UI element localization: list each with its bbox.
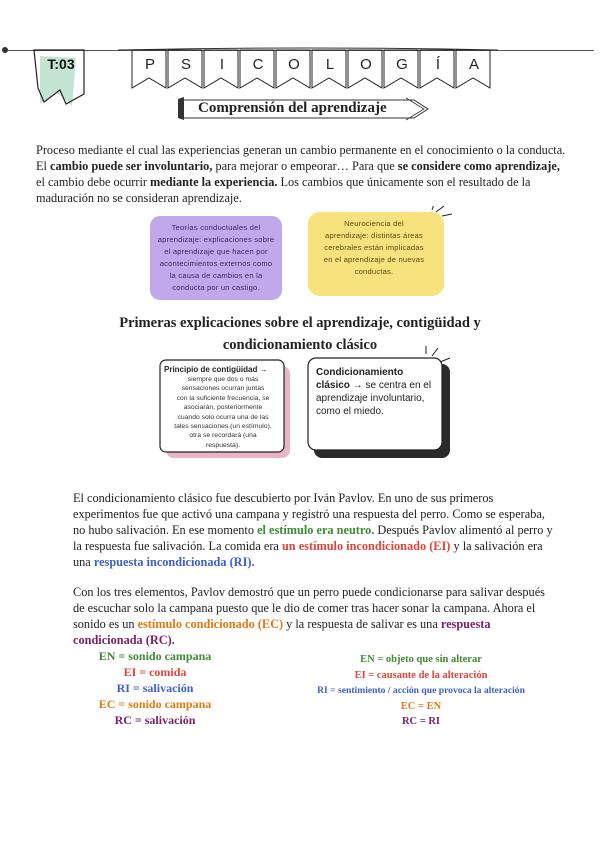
intro-paragraph xyxy=(36,142,566,206)
title-letter: O xyxy=(288,56,300,73)
tag-banner-icon xyxy=(26,44,96,110)
intro-text: El xyxy=(36,159,51,173)
pavlov-paragraph-2: Con los tres elementos, Pavlov demostró que un perro puede condicionarse para salivar después de escuchar solo la campana puesto que le dio de comer tras hacer sonar la campana. Ahora el sonido es un estímulo condicionado (EC) y la respuesta de salivar es una respuesta condicionada (RC). xyxy=(73,585,545,647)
classical-conditioning-box: Condicionamiento clásico → se centra en el aprendizaje involuntario, como el miedo. xyxy=(316,367,432,417)
title-letter: O xyxy=(360,56,372,73)
pavlov-paragraph-1: El condicionamiento clásico fue descubierto por Iván Pavlov. En uno de sus primeros experimentos fue que activó una campana y registró una respuesta del perro. Como se esperaba, no hubo salivación. En ese momento el estímulo era neutro. Después Pavlov alimentó al perro y la respuesta fue salivación. La comida era un estímulo incondicionado (EI) y la salivación era una respuesta incondicionada (RI). xyxy=(73,491,553,569)
conditioned-stimulus: estímulo condicionado (EC) xyxy=(137,617,284,631)
topic-tag: T:03 xyxy=(47,56,75,72)
intro-emphasis: cambio puede ser involuntario, xyxy=(50,159,213,173)
title-letter: Í xyxy=(435,56,441,73)
intro-text: para mejorar o empeorar… Para que xyxy=(212,159,398,173)
contiguity-principle-box: Principio de contigüidad → siempre que dos o más sensaciones ocurran juntas con la suficiente frecuencia, se asociarán, posteriormente cuando solo ocurra una de las tales sensaciones (un estímulo), otra se recordará (una respuesta). xyxy=(164,365,272,449)
legend-right: EN = objeto que sin alterar EI = causante de la alteración RI = sentimiento / acción que provoca la alteración EC = EN RC = RI xyxy=(317,654,525,727)
title-letter: I xyxy=(219,56,225,73)
unconditioned-response: respuesta incondicionada (RI). xyxy=(93,555,255,569)
unconditioned-stimulus: un estímulo incondicionado (EI) xyxy=(281,539,451,553)
intro-emphasis: mediante la experiencia. xyxy=(150,175,278,189)
title-letter: P xyxy=(144,56,155,73)
intro-text: el cambio debe ocurrir xyxy=(36,175,151,189)
neuroscience-card: Neurociencia del aprendizaje: distintas áreas cerebrales están implicadas en el aprendizaje de nuevas conductas. xyxy=(323,219,425,276)
title-letter: S xyxy=(180,56,191,73)
title-letter: G xyxy=(396,56,408,73)
header-rule-dot xyxy=(2,47,8,53)
behavioral-theories-card: Teorías conductuales del aprendizaje: explicaciones sobre el aprendizaje que hacen por acontecimientos externos como la causa de cambios en la conducta por un castigo. xyxy=(157,223,275,292)
title-letter: C xyxy=(252,56,264,73)
conditioned-response: respuesta condicionada (RC). xyxy=(73,617,491,647)
intro-emphasis: se considere como aprendizaje, xyxy=(397,159,560,173)
section-title: Primeras explicaciones sobre el aprendizaje, contigüidad y condicionamiento clásico xyxy=(119,315,481,353)
neutral-stimulus: el estímulo era neutro. xyxy=(257,523,375,537)
title-letter: A xyxy=(468,56,479,73)
page-subtitle: Comprensión del aprendizaje xyxy=(198,100,387,116)
title-letter: L xyxy=(325,56,335,73)
intro-text: Los cambios que únicamente son el resultado de la maduración no se consideran aprendizaje. xyxy=(36,175,531,205)
legend-left: EN = sonido campana EI = comida RI = salivación EC = sonido campana RC = salivación xyxy=(98,649,212,727)
intro-text: Proceso mediante el cual las experiencias generan un cambio permanente en el conocimiento o la conducta. xyxy=(36,143,566,157)
